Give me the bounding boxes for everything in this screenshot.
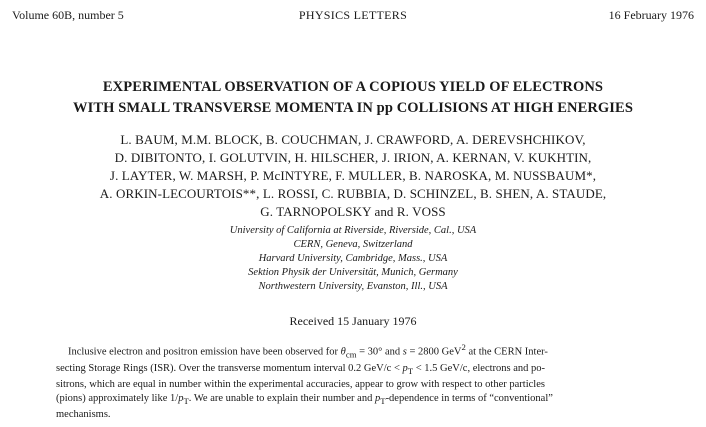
title-line-1: EXPERIMENTAL OBSERVATION OF A COPIOUS YIELD OF ELECTRONS [102,79,604,95]
affiliation: CERN, Geneva, Switzerland [293,239,413,250]
affiliation: University of California at Riverside, Riverside, Cal., USA [229,225,477,236]
affiliation: Northwestern University, Evanston, Ill., USA [258,281,448,292]
affiliation: Sektion Physik der Universität, Munich, Germany [248,267,458,278]
author-line: A. ORKIN-LECOURTOIS**, L. ROSSI, C. RUBBIA, D. SCHINZEL, B. SHEN, A. STAUDE, [99,186,607,201]
affiliation-list [0,224,706,294]
received-date: Received 15 January 1976 [289,314,417,328]
author-line: D. DIBITONTO, I. GOLUTVIN, H. HILSCHER, J. IRION, A. KERNAN, V. KUKHTIN, [114,150,592,165]
author-line: G. TARNOPOLSKY and R. VOSS [260,204,446,219]
abstract-line: secting Storage Rings (ISR). Over the transverse momentum interval 0.2 $GeV/c < p_T < 1.5$ GeV/c, electrons and po- [56,362,546,376]
title-line-2: WITH SMALL TRANSVERSE MOMENTA IN pp COLLISIONS AT HIGH ENERGIES [72,100,633,116]
abstract-line: mechanisms. [56,408,111,420]
abstract-line: sitrons, which are equal in number within the experimental accuracies, appear to grow with respect to other particles [56,378,545,390]
paper-title [0,77,706,119]
abstract [56,340,654,422]
author-line: J. LAYTER, W. MARSH, P. McINTYRE, F. MULLER, B. NAROSKA, M. NUSSBAUM*, [109,168,597,183]
abstract-line: Inclusive electron and positron emission have been observed for $\theta_{cm} = 30^\circ$ and s = 2800 GeV$^2$ at the CERN Inter- [68,342,548,360]
author-line: L. BAUM, M.M. BLOCK, B. COUCHMAN, J. CRAWFORD, A. DEREVSHCHIKOV, [120,132,586,147]
journal-volume: Volume 60B, number 5 [12,8,124,22]
author-list [0,131,706,221]
abstract-line: (pions) approximately like $1/p_T$. We are unable to explain their number and $p_T$-dependence in terms of “conventional” [56,392,553,406]
journal-date: 16 February 1976 [608,8,694,22]
affiliation: Harvard University, Cambridge, Mass., USA [258,253,448,264]
journal-name: PHYSICS LETTERS [298,8,408,22]
